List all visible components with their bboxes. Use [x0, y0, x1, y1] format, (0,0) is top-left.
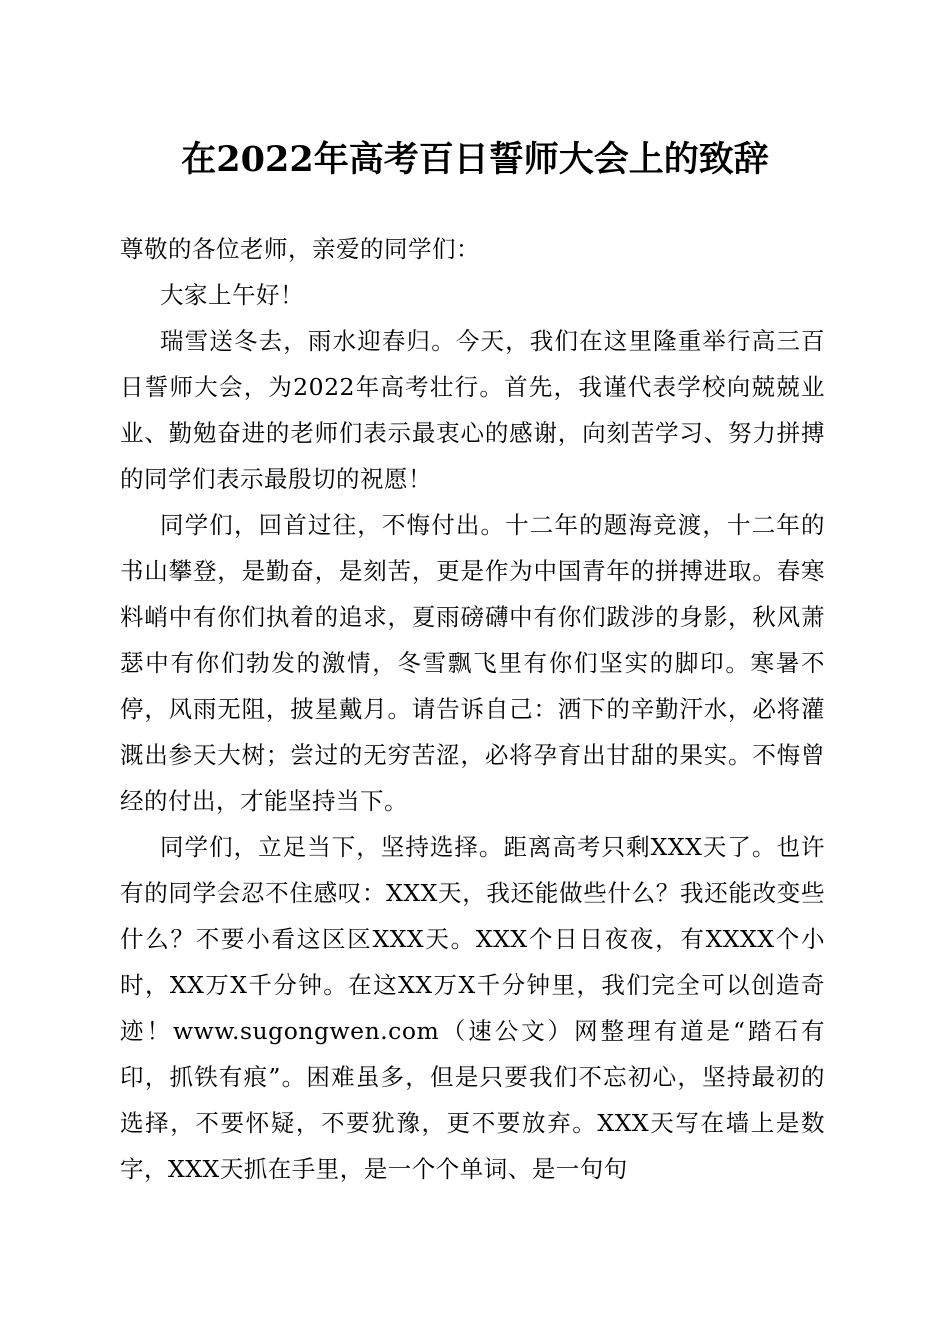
opening-paragraph: 瑞雪送冬去，雨水迎春归。今天，我们在这里隆重举行高三百日誓师大会，为2022年高考壮行。首先，我谨代表学校向兢兢业业、勤勉奋进的老师们表示最衷心的感谢，向刻苦学习、努力拼搏的同学们表示最殷切的祝愿！	[120, 327, 825, 493]
present-choice-paragraph: 同学们，立足当下，坚持选择。距离高考只剩XXX天了。也许有的同学会忍不住感叹：XXX天，我还能做些什么？我还能改变些什么？不要小看这区区XXX天。XXX个日日夜夜，有XXXX个小时，XX万X千分钟。在这XX万X千分钟里，我们完全可以创造奇迹！www.sugongwen.com（速公文）网整理有道是“踏石有印，抓铁有痕”。困难虽多，但是只要我们不忘初心，坚持最初的选择，不要怀疑，不要犹豫，更不要放弃。XXX天写在墙上是数字，XXX天抓在手里，是一个个单词、是一句句	[120, 833, 825, 1183]
salutation: 尊敬的各位老师，亲爱的同学们：	[120, 235, 480, 263]
greeting-paragraph: 大家上午好！	[160, 281, 304, 309]
document-body	[120, 226, 825, 1192]
document-title: 在2022年高考百日誓师大会上的致辞	[181, 139, 769, 180]
looking-back-paragraph: 同学们，回首过往，不悔付出。十二年的题海竞渡，十二年的书山攀登，是勤奋，是刻苦，更是作为中国青年的拼搏进取。春寒料峭中有你们执着的追求，夏雨磅礴中有你们跋涉的身影，秋风萧瑟中有你们勃发的激情，冬雪飘飞里有你们坚实的脚印。寒暑不停，风雨无阻，披星戴月。请告诉自己：洒下的辛勤汗水，必将灌溉出参天大树；尝过的无穷苦涩，必将孕育出甘甜的果实。不悔曾经的付出，才能坚持当下。	[120, 511, 825, 815]
